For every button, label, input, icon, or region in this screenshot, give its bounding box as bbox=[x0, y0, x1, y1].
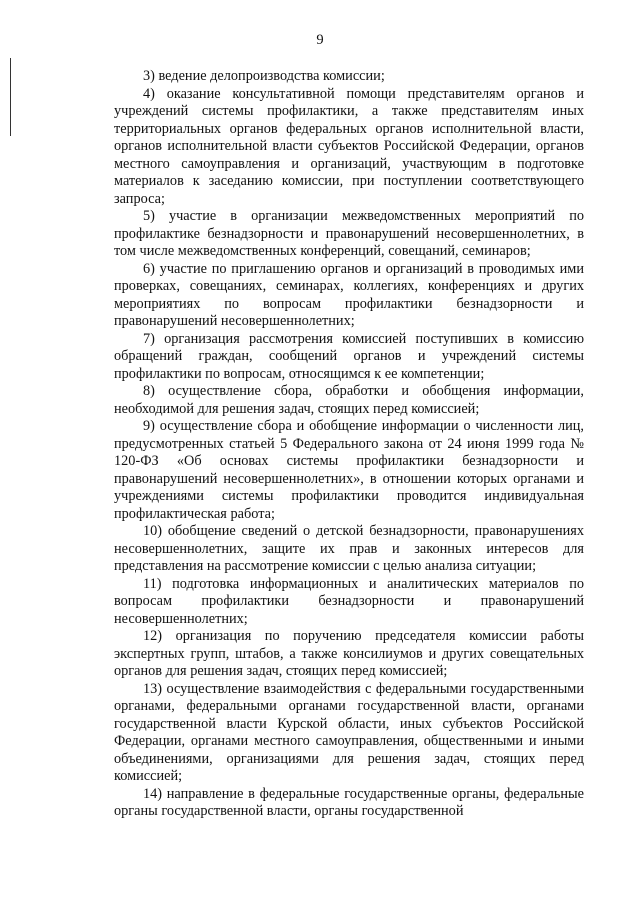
scan-edge-line bbox=[10, 58, 11, 136]
paragraph-item-5: 5) участие в организации межведомственных мероприятий по профилактике безнадзорности и правонарушений несовершеннолетних, в том числе межведомственных конференций, совещаний, семинаров; bbox=[114, 208, 584, 259]
body-text bbox=[114, 68, 584, 821]
paragraph-item-13: 13) осуществление взаимодействия с федеральными государственными органами, федеральными органами государственной власти, органами государственной власти Курской области, иных субъектов Российской Федерации, органами местного самоуправления, общественными и иными объединениями, организациями для решения задач, стоящих перед комиссией; bbox=[114, 680, 584, 784]
paragraph-item-10: 10) обобщение сведений о детской безнадзорности, правонарушениях несовершеннолетних, защите их прав и законных интересов для представления на рассмотрение комиссии с целью анализа ситуации; bbox=[114, 523, 584, 574]
paragraph-item-4: 4) оказание консультативной помощи представителям органов и учреждений системы профилактики, а также представителям иных территориальных органов федеральных органов исполнительной власти, органов исполнительной власти субъектов Российской Федерации, органов местного самоуправления и организаций, участвующим в подготовке материалов к заседанию комиссии, при поступлении соответствующего запроса; bbox=[114, 85, 584, 207]
paragraph-item-3: 3) ведение делопроизводства комиссии; bbox=[143, 68, 385, 84]
paragraph-item-11: 11) подготовка информационных и аналитических материалов по вопросам профилактики безнадзорности и правонарушений несовершеннолетних; bbox=[114, 575, 584, 627]
paragraph-item-9: 9) осуществление сбора и обобщение информации о численности лиц, предусмотренных статьей 5 Федерального закона от 24 июня 1999 года № 120-ФЗ «Об основах системы профилактики безнадзорности и правонарушений несовершеннолетних», в отношении которых органами и учреждениями системы профилактики проводится индивидуальная профилактическая работа; bbox=[114, 418, 584, 522]
page-number: 9 bbox=[316, 32, 324, 48]
paragraph-item-6: 6) участие по приглашению органов и организаций в проводимых ими проверках, совещаниях, семинарах, коллегиях, конференциях и других мероприятиях по вопросам профилактики безнадзорности и правонарушений несовершеннолетних; bbox=[114, 260, 584, 329]
paragraph-item-8: 8) осуществление сбора, обработки и обобщения информации, необходимой для решения задач, стоящих перед комиссией; bbox=[114, 383, 584, 417]
paragraph-item-14: 14) направление в федеральные государственные органы, федеральные органы государственной власти, органы государственной bbox=[114, 785, 584, 819]
paragraph-item-12: 12) организация по поручению председателя комиссии работы экспертных групп, штабов, а также консилиумов и других совещательных органов для решения задач, стоящих перед комиссией; bbox=[114, 628, 584, 679]
paragraph-item-7: 7) организация рассмотрения комиссией поступивших в комиссию обращений граждан, сообщений органов и учреждений системы профилактики по вопросам, относящимся к ее компетенции; bbox=[114, 330, 584, 382]
